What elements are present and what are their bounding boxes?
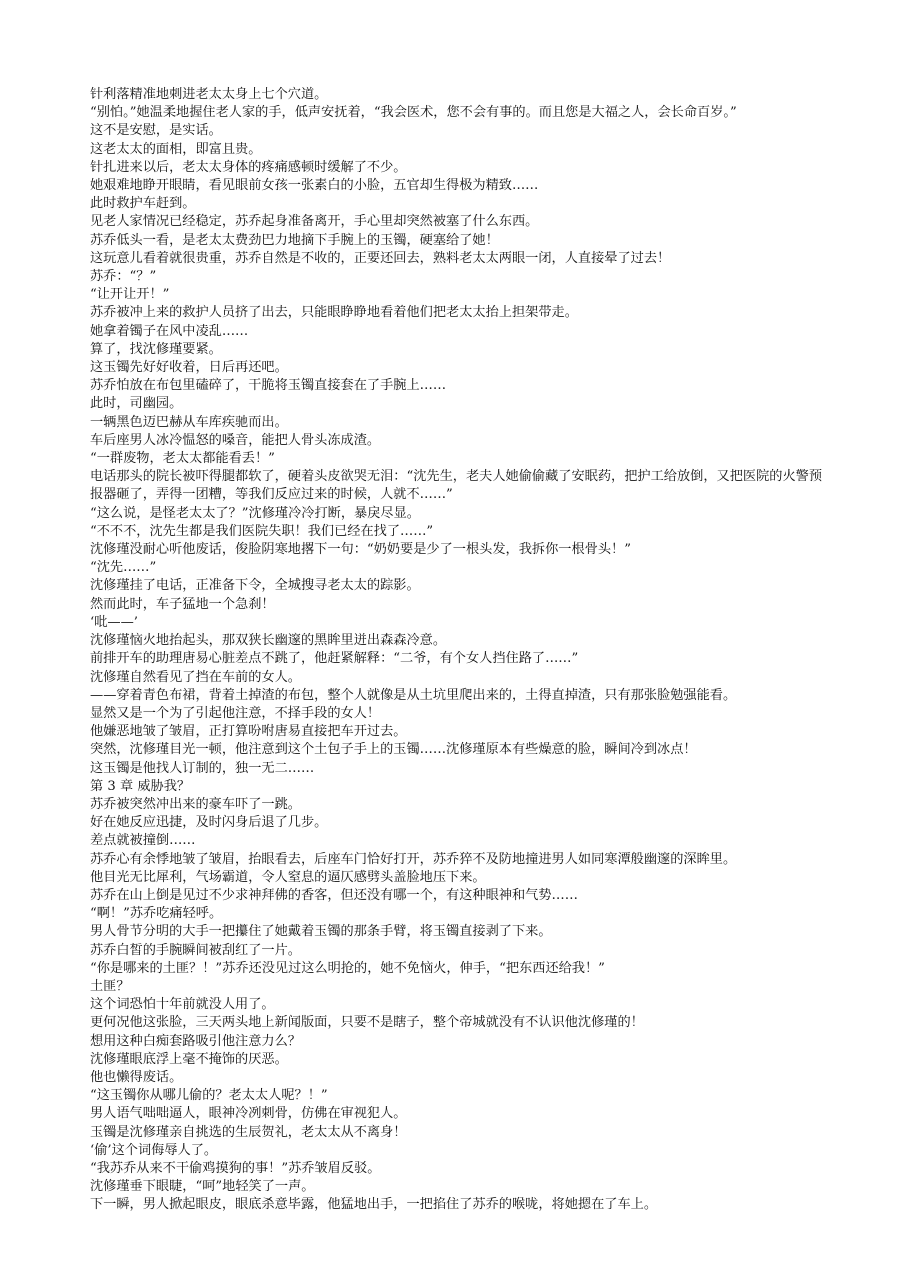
paragraph: 沈修瑾挂了电话，正准备下令，全城搜寻老太太的踪影。 [90, 578, 420, 594]
paragraph: “我苏乔从来不干偷鸡摸狗的事！”苏乔皱眉反驳。 [90, 1160, 381, 1176]
paragraph: 见老人家情况已经稳定，苏乔起身准备离开，手心里却突然被塞了什么东西。 [90, 214, 539, 230]
paragraph: 一辆黑色迈巴赫从车库疾驰而出。 [90, 414, 288, 430]
paragraph: 她艰难地睁开眼睛，看见眼前女孩一张素白的小脸，五官却生得极为精致…… [90, 178, 539, 194]
paragraph: 沈修瑾自然看见了挡在车前的女人。 [90, 669, 301, 685]
paragraph: 想用这种白痴套路吸引他注意力么？ [90, 1033, 301, 1049]
paragraph: 突然，沈修瑾目光一顿，他注意到这个土包子手上的玉镯……沈修瑾原本有些燥意的脸，瞬间冷到冰点！ [90, 742, 697, 758]
paragraph: 沈修瑾眼底浮上毫不掩饰的厌恶。 [90, 1051, 288, 1067]
paragraph: 他嫌恶地皱了皱眉，正打算吩咐唐易直接把车开过去。 [90, 724, 407, 740]
paragraph: ‘吡——’ [90, 614, 138, 630]
paragraph: “别怕。”她温柔地握住老人家的手，低声安抚着，“我会医术，您不会有事的。而且您是大福之人，会长命百岁。” [90, 105, 737, 121]
paragraph: 这个词恐怕十年前就没人用了。 [90, 997, 275, 1013]
paragraph: 沈修瑾没耐心听他废话，俊脸阴寒地撂下一句：“奶奶要是少了一根头发，我拆你一根骨头！” [90, 542, 631, 558]
paragraph: “这么说，是怪老太太了？”沈修瑾冷冷打断，暴戾尽显。 [90, 505, 420, 521]
paragraph: 苏乔低头一看，是老太太费劲巴力地摘下手腕上的玉镯，硬塞给了她！ [90, 232, 499, 248]
paragraph: 他目光无比犀利，气场霸道，令人窒息的逼仄感劈头盖脸地压下来。 [90, 869, 486, 885]
paragraph: “一群废物，老太太都能看丢！” [90, 451, 275, 467]
paragraph: “不不不，沈先生都是我们医院失职！我们已经在找了……” [90, 523, 434, 539]
paragraph: “啊！”苏乔吃痛轻呼。 [90, 906, 223, 922]
paragraph: 土匪？ [90, 978, 130, 994]
paragraph: “你是哪来的土匪？！”苏乔还没见过这么明抢的，她不免恼火，伸手，“把东西还给我！” [90, 960, 605, 976]
paragraph: 这老太太的面相，即富且贵。 [90, 141, 262, 157]
paragraph: 此时，司幽园。 [90, 396, 183, 412]
paragraph: 苏乔怕放在布包里磕碎了，干脆将玉镯直接套在了手腕上…… [90, 378, 447, 394]
paragraph: 苏乔：“？” [90, 269, 157, 285]
paragraph: 更何况他这张脸，三天两头地上新闻版面，只要不是瞎子，整个帝城就没有不认识他沈修瑾的！ [90, 1015, 644, 1031]
paragraph: 算了，找沈修瑾要紧。 [90, 341, 222, 357]
paragraph: 她拿着镯子在风中凌乱…… [90, 323, 249, 339]
paragraph: 苏乔在山上倒是见过不少求神拜佛的香客，但还没有哪一个，有这种眼神和气势…… [90, 887, 578, 903]
paragraph: 这玉镯先好好收着，日后再还吧。 [90, 360, 288, 376]
paragraph: 显然又是一个为了引起他注意，不择手段的女人！ [90, 705, 381, 721]
paragraph: ‘偷’这个词侮辱人了。 [90, 1142, 218, 1158]
paragraph: 车后座男人冰冷愠怒的嗓音，能把人骨头冻成渣。 [90, 432, 381, 448]
paragraph: ——穿着青色布裙，背着土掉渣的布包，整个人就像是从土坑里爬出来的，土得直掉渣，只有那张脸勉强能看。 [90, 687, 737, 703]
paragraph: “让开让开！” [90, 287, 170, 303]
paragraph: 针扎进来以后，老太太身体的疼痛感顿时缓解了不少。 [90, 159, 407, 175]
paragraph: 这玉镯是他找人订制的，独一无二…… [90, 760, 315, 776]
paragraph: “这玉镯你从哪儿偷的？老太太人呢？！” [90, 1088, 328, 1104]
paragraph: 男人语气咄咄逼人，眼神冷冽刺骨，仿佛在审视犯人。 [90, 1106, 407, 1122]
paragraph: 玉镯是沈修瑾亲自挑选的生辰贺礼，老太太从不离身！ [90, 1124, 407, 1140]
paragraph: 这不是安慰，是实话。 [90, 123, 222, 139]
document-body [90, 86, 830, 1215]
paragraph: 这玩意儿看着就很贵重，苏乔自然是不收的，正要还回去，熟料老太太两眼一闭，人直接晕了过去！ [90, 250, 671, 266]
paragraph: 苏乔被突然冲出来的豪车吓了一跳。 [90, 796, 301, 812]
paragraph: 他也懒得废话。 [90, 1069, 183, 1085]
paragraph: 沈修瑾恼火地抬起头，那双狭长幽邃的黑眸里迸出森森冷意。 [90, 633, 447, 649]
paragraph: 前排开车的助理唐易心脏差点不跳了，他赶紧解释：“二爷，有个女人挡住路了……” [90, 651, 579, 667]
paragraph: “沈先……” [90, 560, 157, 576]
paragraph: 差点就被撞倒…… [90, 833, 196, 849]
paragraph: 此时救护车赶到。 [90, 196, 196, 212]
paragraph: 苏乔白皙的手腕瞬间被刮红了一片。 [90, 942, 301, 958]
paragraph: 第 3 章 威胁我？ [90, 778, 191, 794]
paragraph: 针利落精准地刺进老太太身上七个穴道。 [90, 87, 328, 102]
paragraph: 下一瞬，男人掀起眼皮，眼底杀意毕露，他猛地出手，一把掐住了苏乔的喉咙，将她摁在了车上。 [90, 1197, 658, 1213]
paragraph: 然而此时，车子猛地一个急刹！ [90, 596, 275, 612]
paragraph: 好在她反应迅捷，及时闪身后退了几步。 [90, 815, 328, 831]
paragraph: 苏乔心有余悸地皱了皱眉，抬眼看去，后座车门恰好打开，苏乔猝不及防地撞进男人如同寒潭般幽邃的深眸里。 [90, 851, 737, 867]
paragraph: 男人骨节分明的大手一把攥住了她戴着玉镯的那条手臂，将玉镯直接剥了下来。 [90, 924, 552, 940]
paragraph: 苏乔被冲上来的救护人员挤了出去，只能眼睁睁地看着他们把老太太抬上担架带走。 [90, 305, 578, 321]
paragraph: 电话那头的院长被吓得腿都软了，硬着头皮欲哭无泪：“沈先生，老夫人她偷偷藏了安眠药，把护工给放倒，又把医院的火警预报器砸了，弄得一团糟，等我们反应过来的时候，人就不……” [90, 469, 823, 503]
paragraph: 沈修瑾垂下眼睫，“呵”地轻笑了一声。 [90, 1179, 315, 1195]
